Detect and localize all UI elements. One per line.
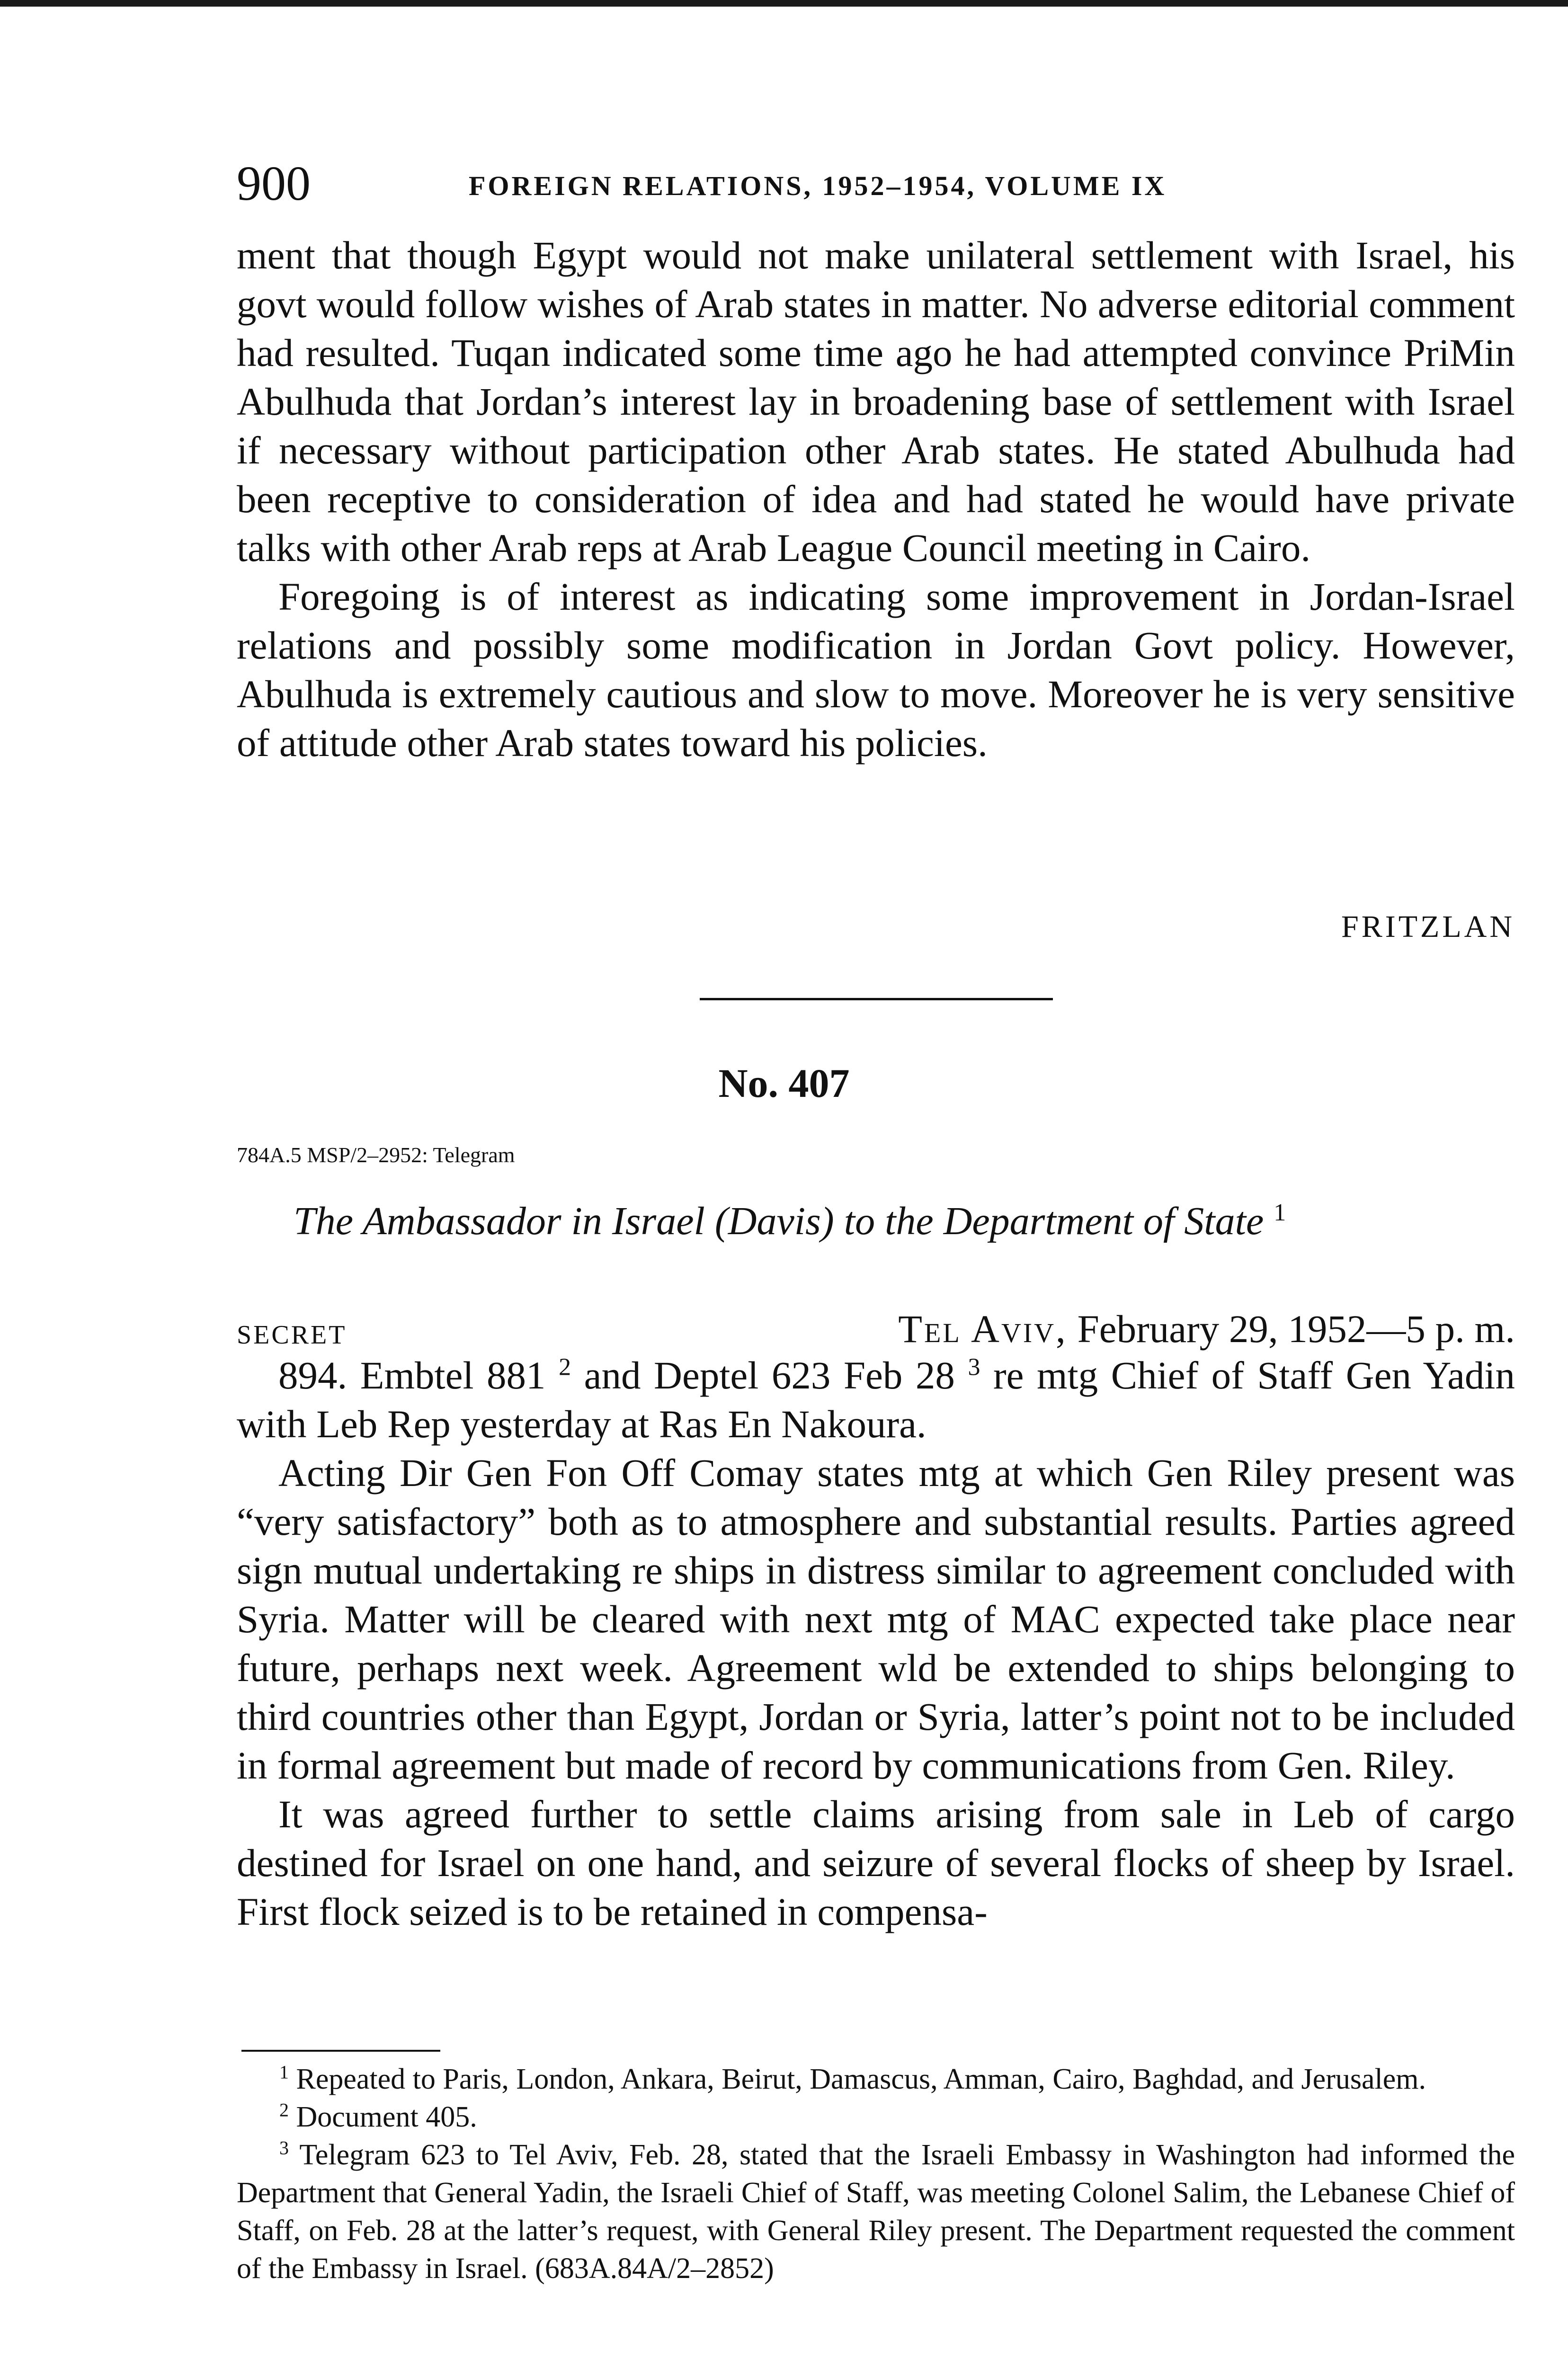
continuation-paragraph-1: ment that though Egypt would not make unilateral settlement with Israel, his govt would follow wishes of Arab states in matter. No adverse editorial comment had resulted. Tuqan indicated some time ago he had attempted convince PriMin Abulhuda that Jordan’s interest lay in broadening base of settlement with Israel if necessary without participation other Arab states. He stated Abulhuda had been receptive to consideration of idea and had stated he would have private talks with other Arab reps at Arab League Council meeting in Cairo. (237, 233, 1515, 570)
telegram-paragraph-1 (237, 1351, 1515, 1449)
scan-edge (0, 0, 1568, 7)
document-number: No. 407 (718, 1060, 850, 1106)
continuation-text (237, 231, 1515, 767)
page-number: 900 (237, 156, 311, 211)
footnote-2-text: Document 405. (296, 2101, 477, 2133)
section-divider (700, 998, 1053, 1000)
dateline-place: Tel Aviv, (898, 1307, 1068, 1351)
footnote-2 (237, 2098, 1515, 2136)
footnote-marker-1: 1 (1274, 1199, 1286, 1226)
file-reference: 784A.5 MSP/2–2952: Telegram (237, 1143, 515, 1167)
running-head: FOREIGN RELATIONS, 1952–1954, VOLUME IX (469, 170, 1167, 201)
document-title-text: The Ambassador in Israel (Davis) to the Department of State (294, 1199, 1264, 1243)
footnote-3 (237, 2136, 1515, 2287)
footnote-1 (237, 2060, 1515, 2098)
dateline-date: February 29, 1952—5 p. m. (1077, 1307, 1515, 1351)
footnote-3-marker: 3 (279, 2137, 289, 2159)
dateline (898, 1303, 1515, 1355)
para1-part1: 894. Embtel 881 (278, 1353, 546, 1397)
footnote-1-text: Repeated to Paris, London, Ankara, Beirut, Damascus, Amman, Cairo, Baghdad, and Jerusalem. (296, 2063, 1426, 2095)
page-header (237, 151, 1515, 217)
footnote-marker-2: 2 (559, 1353, 571, 1381)
signature: FRITZLAN (1341, 909, 1515, 944)
classification: SECRET (237, 1320, 347, 1350)
telegram-paragraph-3: It was agreed further to settle claims arising from sale in Leb of cargo destined for Israel on one hand, and seizure of several flocks of sheep by Israel. First flock seized is to be retained in compensa- (237, 1792, 1515, 1933)
footnotes (237, 2060, 1515, 2287)
document-title (294, 1193, 1286, 1250)
para1-part3: re mtg Chief of Staff Gen Yadin with Leb Rep yesterday at Ras En Nakoura. (237, 1353, 1515, 1446)
para1-part2: and Deptel 623 Feb 28 (584, 1353, 955, 1397)
footnote-2-marker: 2 (279, 2099, 289, 2121)
footnote-rule (241, 2050, 440, 2052)
footnote-marker-3: 3 (968, 1353, 980, 1381)
footnote-3-text: Telegram 623 to Tel Aviv, Feb. 28, stated that the Israeli Embassy in Washington had informed the Department that General Yadin, the Israeli Chief of Staff, was meeting Colonel Salim, the Lebanese Chief of Staff, on Feb. 28 at the latter’s request, with General Riley present. The Department requested the comment of the Embassy in Israel. (683A.84A/2–2852) (237, 2139, 1515, 2285)
footnote-1-marker: 1 (279, 2061, 289, 2083)
telegram-paragraph-2: Acting Dir Gen Fon Off Comay states mtg at which Gen Riley present was “very satisfactory” both as to atmosphere and substantial results. Parties agreed sign mutual undertaking re ships in distress similar to agreement concluded with Syria. Matter will be cleared with next mtg of MAC expected take place near future, perhaps next week. Agreement wld be extended to ships belonging to third countries other than Egypt, Jordan or Syria, latter’s point not to be included in formal agreement but made of record by communications from Gen. Riley. (237, 1451, 1515, 1787)
continuation-paragraph-2: Foregoing is of interest as indicating some improvement in Jordan-Israel relations and possibly some modification in Jordan Govt policy. However, Abulhuda is extremely cautious and slow to move. Moreover he is very sensitive of attitude other Arab states toward his policies. (237, 575, 1515, 765)
telegram-body (237, 1351, 1515, 1936)
